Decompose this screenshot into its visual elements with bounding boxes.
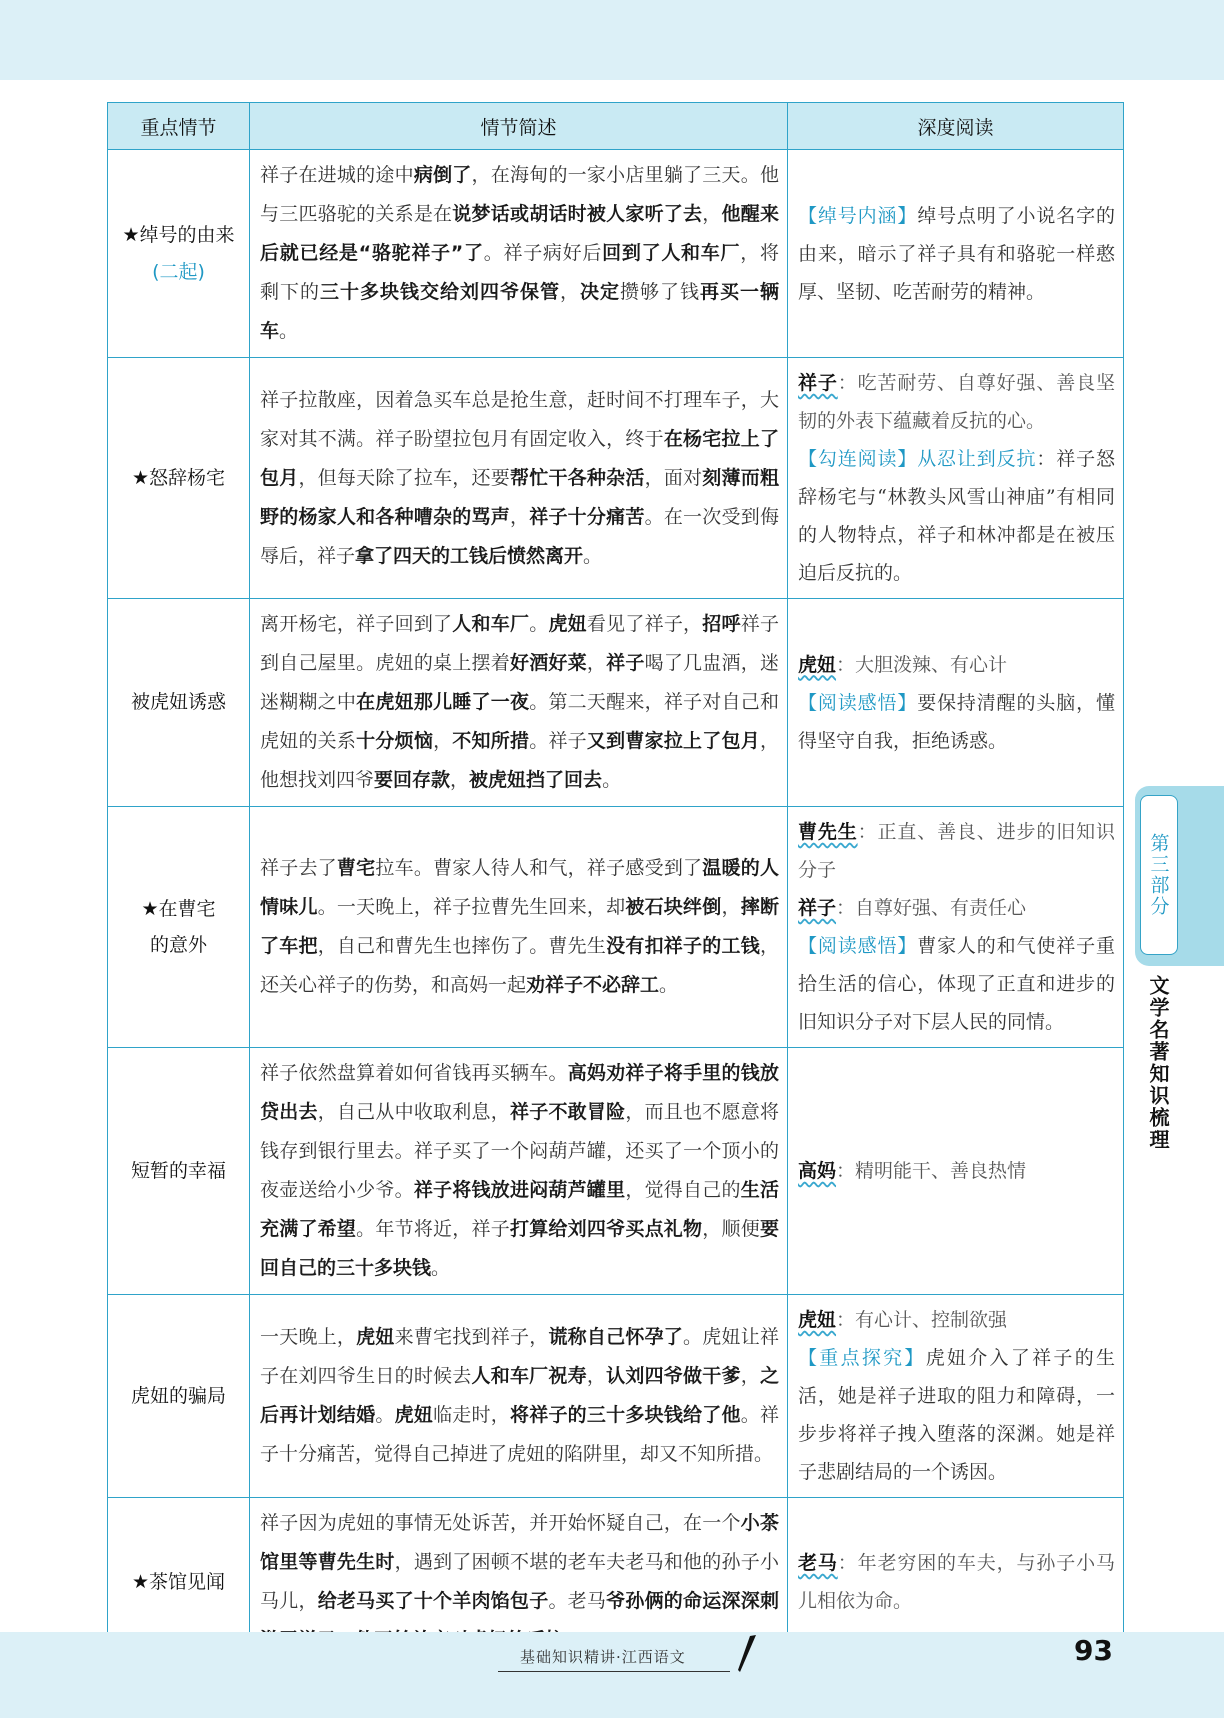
- trait-text: ：精明能干、善良热情: [836, 1160, 1027, 1182]
- body-text: 祥子依然盘算着如何省钱再买辆车。: [260, 1062, 568, 1084]
- summary-text: [260, 1318, 779, 1474]
- body-text: 祥子在进城的途中: [260, 164, 414, 186]
- highlight-text: 回到了人和车厂: [602, 242, 741, 264]
- highlight-text: 认刘四爷做干爹: [606, 1365, 741, 1387]
- body-text: ，而且也不愿意将钱存到银行里去。祥子买了一个闷葫芦罐，还买了一个顶小的夜壶送给小少爷。: [260, 1101, 779, 1201]
- footer-book-title: 基础知识精讲·江西语文: [520, 1648, 686, 1666]
- body-text: ，: [450, 769, 470, 791]
- plot-table: [107, 102, 1124, 1667]
- body-text: 。: [659, 974, 679, 996]
- plot-cell: [108, 150, 250, 358]
- bottom-band: [0, 1632, 1224, 1718]
- body-text: 一天晚上，: [260, 1326, 357, 1348]
- summary-cell: [250, 1295, 788, 1498]
- plot-title: 短暂的幸福: [130, 1159, 226, 1182]
- highlight-text: 劝祥子不必辞工: [526, 974, 660, 996]
- highlight-text: 祥子将钱放进闷葫芦罐里: [413, 1179, 626, 1201]
- reading-tag: 【重点探究】: [798, 1347, 926, 1369]
- deep-reading-paragraph: [798, 1544, 1115, 1620]
- body-text: 。: [529, 613, 549, 635]
- highlight-text: 祥子十分痛苦: [529, 505, 645, 528]
- body-text: 临走时，: [433, 1404, 510, 1426]
- summary-text: [260, 849, 779, 1005]
- table-row: [108, 1048, 1124, 1295]
- plot-title: ★怒辞杨宅: [131, 466, 226, 489]
- character-name: 老马: [798, 1552, 838, 1574]
- body-text: ，自己从中收取利息，: [317, 1101, 510, 1123]
- deep-reading-paragraph: [798, 364, 1115, 440]
- highlight-text: 虎妞: [548, 613, 587, 635]
- reading-tag: 【绰号内涵】: [798, 204, 918, 227]
- trait-text: ：大胆泼辣、有心计: [836, 653, 1008, 676]
- plot-cell: [108, 599, 250, 807]
- highlight-text: 之后再计划结婚: [260, 1365, 779, 1426]
- body-text: 。年节将近，祥子: [356, 1218, 510, 1240]
- deep-reading-paragraph: [798, 813, 1115, 889]
- body-text: 离开杨宅，祥子回到了: [260, 613, 453, 635]
- side-section-title: 文学名著知识梳理: [1146, 975, 1170, 1151]
- deep-reading-paragraph: [798, 1339, 1115, 1491]
- body-text: ，: [721, 896, 741, 918]
- summary-text: [260, 381, 779, 576]
- table-row: [108, 1295, 1124, 1498]
- body-text: 喝了几盅酒，迷迷糊糊之中: [260, 652, 779, 713]
- highlight-text: 三十多块钱交给刘四爷保管: [320, 281, 560, 303]
- highlight-text: 人和车厂: [452, 613, 530, 635]
- trait-text: ：自尊好强、有责任心: [836, 897, 1027, 919]
- highlight-text: 要回存款: [374, 769, 451, 791]
- deep-reading-cell: [788, 599, 1124, 807]
- trait-text: ：吃苦耐劳、自尊好强、善良坚韧的外表下蕴藏着反抗的心。: [798, 372, 1115, 432]
- character-name: 虎妞: [798, 1309, 837, 1331]
- deep-reading-paragraph: [798, 440, 1115, 592]
- character-name: 祥子: [798, 372, 838, 394]
- highlight-text: 摔断了车把: [260, 896, 779, 957]
- plot-cell: [108, 1295, 250, 1498]
- highlight-text: 爷孙俩的命运深深刺: [606, 1590, 779, 1612]
- highlight-text: 没有扣祥子的工钱: [606, 935, 760, 957]
- highlight-text: 被虎妞挡了回去: [469, 769, 603, 791]
- body-text: 曹家人的和气使祥子重拾生活的信心，体现了正直和进步的旧知识分子对下层人民的同情。: [798, 935, 1115, 1033]
- footer-underline: [498, 1671, 730, 1672]
- summary-cell: [250, 358, 788, 599]
- header-key-plot: 重点情节: [108, 103, 250, 150]
- character-name: 高妈: [798, 1160, 837, 1182]
- highlight-text: 说梦话或胡话时被人家听了去: [452, 203, 703, 225]
- plot-cell: [108, 1048, 250, 1295]
- table-row: [108, 807, 1124, 1048]
- highlight-text: 在杨宅拉上了包月: [260, 427, 779, 489]
- pen-icon: [736, 1634, 758, 1674]
- body-text: 。祥子病好后: [483, 242, 603, 264]
- highlight-text: 生活充满了希望: [260, 1179, 779, 1240]
- plot-title: 被虎妞诱惑: [130, 691, 226, 714]
- deep-reading-paragraph: [798, 889, 1115, 927]
- body-text: ，: [509, 505, 530, 528]
- highlight-text: 被石块绊倒: [625, 896, 722, 918]
- body-text: 。: [431, 1257, 451, 1279]
- highlight-text: 人和车厂祝寿: [471, 1365, 587, 1387]
- highlight-text: 拿了四天的工钱后愤然离开: [355, 544, 584, 567]
- body-text: ，: [702, 203, 722, 225]
- body-text: ，但每天除了拉车，还要: [298, 466, 510, 489]
- plot-title: ★在曹宅: [141, 897, 216, 920]
- body-text: ，: [586, 652, 607, 674]
- body-text: 。: [279, 320, 299, 342]
- deep-reading-paragraph: [798, 646, 1115, 684]
- body-text: ，: [740, 1365, 760, 1387]
- summary-cell: [250, 807, 788, 1048]
- summary-cell: [250, 1048, 788, 1295]
- reading-tag: 【勾连阅读】从忍让到反抗: [798, 448, 1037, 470]
- highlight-text: 谎称自己怀孕了: [548, 1326, 684, 1348]
- highlight-text: 要回自己的三十多块钱: [260, 1218, 779, 1279]
- body-text: ，自己和曹先生也摔伤了。曹先生: [317, 935, 607, 957]
- body-text: 拉车。曹家人待人和气，祥子感受到了: [375, 857, 703, 879]
- body-text: 祥子去了: [260, 857, 337, 879]
- highlight-text: 给老马买了十个羊肉馅包子: [317, 1590, 549, 1612]
- body-text: ，觉得自己的: [625, 1179, 741, 1201]
- body-text: ：祥子怒辞杨宅与“林教头风雪山神庙”有相同的人物特点，祥子和林冲都是在被压迫后反抗的。: [798, 448, 1115, 584]
- plot-cell: [108, 358, 250, 599]
- body-text: 来曹宅找到祥子，: [394, 1326, 549, 1348]
- body-text: ，遇到了困顿不堪的老车夫老马和他的孙子小马儿，: [260, 1551, 779, 1612]
- table-header-row: [108, 103, 1124, 150]
- deep-reading-cell: [788, 1295, 1124, 1498]
- highlight-text: 好酒好菜: [509, 652, 587, 674]
- deep-reading-paragraph: [798, 1152, 1115, 1190]
- body-text: 祥子到自己屋里。虎妞的桌上摆着: [260, 613, 779, 674]
- table-row: [108, 150, 1124, 358]
- body-text: 。: [602, 769, 622, 791]
- body-text: 。虎妞让祥子在刘四爷生日的时候去: [260, 1326, 779, 1387]
- plot-title-line2: 的意外: [149, 934, 207, 956]
- highlight-text: 十分烦恼: [356, 730, 434, 752]
- summary-text: [260, 605, 779, 800]
- body-text: ，在海甸的一家小店里躺了三天。他与三匹骆驼的关系是在: [260, 164, 779, 225]
- side-tab-label-box: [1140, 795, 1178, 955]
- summary-text: [260, 156, 779, 351]
- deep-reading-cell: [788, 150, 1124, 358]
- deep-reading-paragraph: [798, 927, 1115, 1041]
- deep-reading-paragraph: [798, 197, 1115, 311]
- body-text: 。祥子: [529, 730, 587, 752]
- body-text: 。: [583, 544, 603, 567]
- highlight-text: 帮忙干各种杂活: [509, 466, 645, 489]
- highlight-text: 温暖的人情味儿: [260, 857, 779, 918]
- highlight-text: 决定: [579, 281, 620, 303]
- body-text: ，还关心祥子的伤势，和高妈一起: [260, 935, 779, 996]
- trait-text: ：年老穷困的车夫，与孙子小马儿相依为命。: [798, 1552, 1115, 1612]
- plot-cell: [108, 807, 250, 1048]
- highlight-text: 虎妞: [394, 1404, 434, 1426]
- highlight-text: 虎妞: [356, 1326, 395, 1348]
- body-text: ，: [559, 281, 580, 303]
- highlight-text: 祥子不敢冒险: [509, 1101, 626, 1123]
- body-text: 祥子因为虎妞的事情无处诉苦，并开始怀疑自己，在一个: [260, 1512, 741, 1534]
- highlight-text: 又到曹家拉上了包月: [586, 730, 760, 752]
- body-text: ，将剩下的: [260, 242, 779, 303]
- deep-reading-paragraph: [798, 1301, 1115, 1339]
- summary-cell: [250, 150, 788, 358]
- page-number: 93: [1074, 1634, 1113, 1667]
- body-text: 绰号点明了小说名字的由来，暗示了祥子具有和骆驼一样憨厚、坚韧、吃苦耐劳的精神。: [798, 204, 1115, 303]
- plot-subtitle: (二起): [152, 260, 205, 283]
- body-text: 。一天晚上，祥子拉曹先生回来，却: [317, 896, 626, 918]
- highlight-text: 在虎妞那儿睡了一夜: [356, 691, 530, 713]
- table-row: [108, 599, 1124, 807]
- body-text: 要保持清醒的头脑，懂得坚守自我，拒绝诱惑。: [798, 691, 1115, 752]
- top-band: [0, 0, 1224, 80]
- character-name: 祥子: [798, 897, 837, 919]
- highlight-text: 小茶馆里等曹先生时: [260, 1512, 779, 1573]
- body-text: ，: [586, 1365, 607, 1387]
- highlight-text: 将祥子的三十多块钱给了他: [510, 1404, 741, 1426]
- body-text: 。老马: [548, 1590, 607, 1612]
- body-text: 。: [375, 1404, 395, 1426]
- character-name: 曹先生: [798, 821, 858, 843]
- deep-reading-cell: [788, 807, 1124, 1048]
- highlight-text: 祥子: [606, 652, 645, 674]
- body-text: 虎妞介入了祥子的生活，她是祥子进取的阻力和障碍，一步步将祥子拽入堕落的深渊。她是祥子悲剧结局的一个诱因。: [798, 1347, 1115, 1483]
- reading-tag: 【阅读感悟】: [798, 691, 918, 714]
- body-text: 祥子拉散座，因着急买车总是抢生意，赶时间不打理车子，大家对其不满。祥子盼望拉包月有固定收入，终于: [260, 388, 779, 450]
- summary-text: [260, 1054, 779, 1288]
- header-deep-reading: 深度阅读: [788, 103, 1124, 150]
- deep-reading-cell: [788, 358, 1124, 599]
- body-text: 。在一次受到侮辱后，祥子: [260, 505, 779, 567]
- body-text: 攒够了钱: [619, 281, 700, 303]
- highlight-text: 打算给刘四爷买点礼物: [509, 1218, 703, 1240]
- highlight-text: 再买一辆车: [260, 281, 779, 342]
- deep-reading-cell: [788, 1048, 1124, 1295]
- highlight-text: 病倒了: [413, 164, 472, 186]
- body-text: 。第二天醒来，祥子对自己和虎妞的关系: [260, 691, 779, 752]
- character-name: 虎妞: [798, 653, 837, 676]
- trait-text: ：正直、善良、进步的旧知识分子: [798, 821, 1115, 881]
- body-text: 。祥子十分痛苦，觉得自己掉进了虎妞的陷阱里，却又不知所措。: [260, 1404, 779, 1465]
- plot-title: 虎妞的骗局: [130, 1384, 226, 1407]
- highlight-text: 招呼: [702, 613, 741, 635]
- table-row: [108, 358, 1124, 599]
- trait-text: ：有心计、控制欲强: [836, 1309, 1008, 1331]
- highlight-text: 不知所措: [452, 730, 530, 752]
- highlight-text: 刻薄而粗野的杨家人和各种嘈杂的骂声: [260, 466, 779, 528]
- reading-tag: 【阅读感悟】: [798, 935, 918, 957]
- body-text: 看见了祥子，: [586, 613, 703, 635]
- highlight-text: 他醒来后就已经是“骆驼祥子”了: [260, 203, 779, 264]
- highlight-text: 曹宅: [336, 857, 376, 879]
- plot-title: ★茶馆见闻: [131, 1570, 226, 1593]
- body-text: ，他想找刘四爷: [260, 730, 779, 791]
- body-text: ，顺便: [702, 1218, 760, 1240]
- highlight-text: 高妈劝祥子将手里的钱放贷出去: [260, 1062, 779, 1123]
- plot-title: ★绰号的由来: [122, 224, 235, 247]
- deep-reading-paragraph: [798, 684, 1115, 760]
- header-summary: 情节简述: [250, 103, 788, 150]
- summary-cell: [250, 599, 788, 807]
- body-text: ，面对: [644, 466, 703, 489]
- side-tab-label: 第三部分: [1147, 833, 1170, 917]
- body-text: ，: [433, 730, 453, 752]
